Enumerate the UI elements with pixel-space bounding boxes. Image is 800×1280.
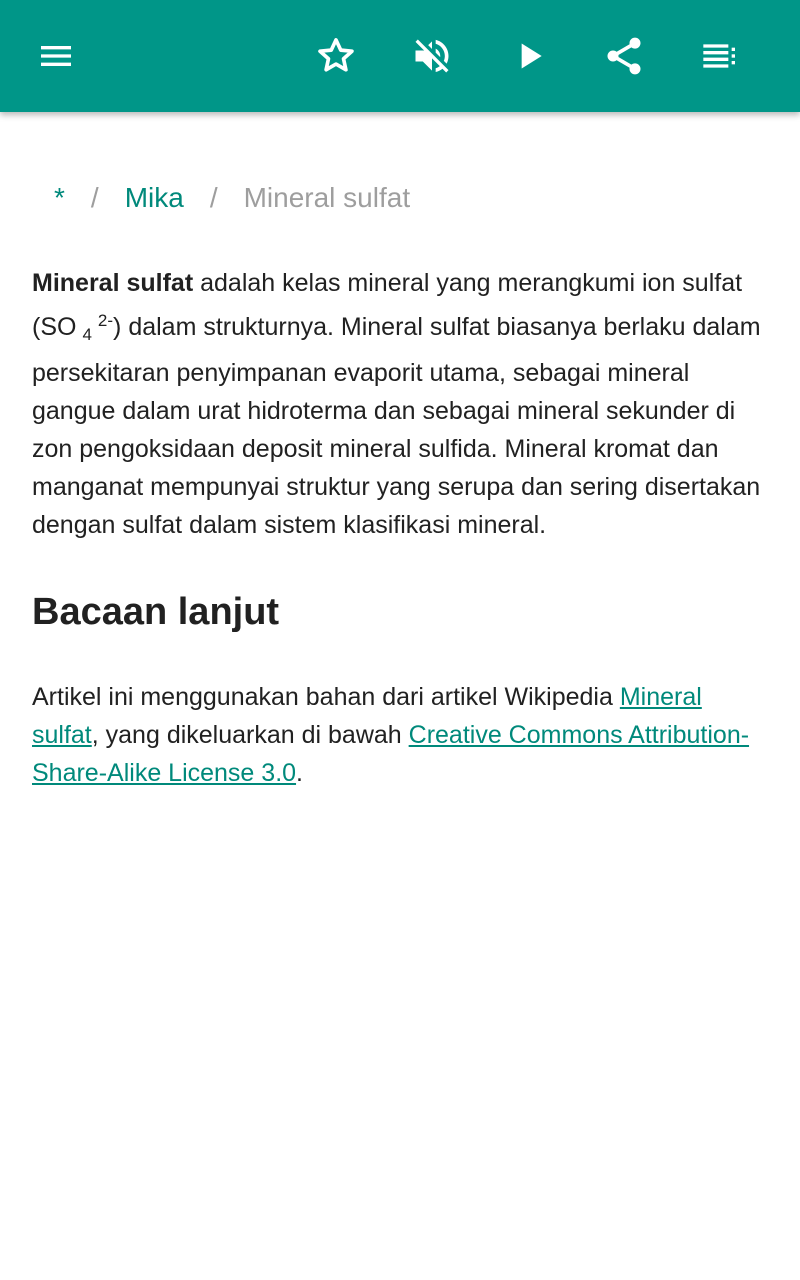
volume-off-icon bbox=[410, 34, 454, 78]
attribution-paragraph bbox=[32, 678, 772, 792]
share-icon bbox=[602, 34, 646, 78]
favorite-button[interactable] bbox=[300, 20, 372, 92]
breadcrumb-home-link[interactable]: * bbox=[54, 182, 65, 213]
menu-button[interactable] bbox=[20, 20, 92, 92]
attribution-middle: , yang dikeluarkan di bawah bbox=[91, 721, 409, 749]
breadcrumb bbox=[32, 180, 772, 216]
play-button[interactable] bbox=[494, 20, 566, 92]
breadcrumb-separator: / bbox=[209, 182, 218, 213]
intro-text-part2: ) dalam strukturnya. Mineral sulfat biasanya berlaku dalam persekitaran penyimpanan evaporit utama, sebagai mineral gangue dalam urat hidroterma dan sebagai mineral sekunder di zon pengoksidaan deposit mineral sulfida. Mineral kromat dan manganat mempunyai struktur yang serupa dan sering disertakan dengan sulfat dalam sistem klasifikasi mineral. bbox=[32, 313, 761, 539]
attribution-suffix: . bbox=[296, 759, 303, 787]
breadcrumb-parent-link[interactable]: Mika bbox=[124, 182, 184, 213]
wikipedia-article-link[interactable]: Mineral sulfat bbox=[32, 683, 702, 749]
formula-superscript: 2- bbox=[97, 311, 114, 330]
share-button[interactable] bbox=[588, 20, 660, 92]
license-link[interactable]: Creative Commons Attribution-Share-Alike License 3.0 bbox=[32, 721, 750, 787]
breadcrumb-current: Mineral sulfat bbox=[243, 182, 411, 213]
star-icon bbox=[314, 34, 358, 78]
article-content bbox=[32, 112, 772, 792]
playlist-icon bbox=[700, 36, 740, 76]
intro-text-part1: adalah kelas mineral yang merangkumi ion sulfat (SO bbox=[32, 269, 743, 341]
menu-icon bbox=[36, 36, 76, 76]
mute-button[interactable] bbox=[396, 20, 468, 92]
breadcrumb-separator: / bbox=[90, 182, 99, 213]
attribution-prefix: Artikel ini menggunakan bahan dari artikel Wikipedia bbox=[32, 683, 620, 711]
app-toolbar bbox=[0, 0, 800, 112]
play-icon bbox=[510, 36, 550, 76]
formula-subscript: 4 bbox=[82, 325, 92, 344]
article-title-bold: Mineral sulfat bbox=[32, 269, 194, 297]
section-heading: Bacaan lanjut bbox=[32, 591, 280, 633]
article-intro-paragraph bbox=[32, 264, 772, 544]
playlist-button[interactable] bbox=[684, 20, 756, 92]
